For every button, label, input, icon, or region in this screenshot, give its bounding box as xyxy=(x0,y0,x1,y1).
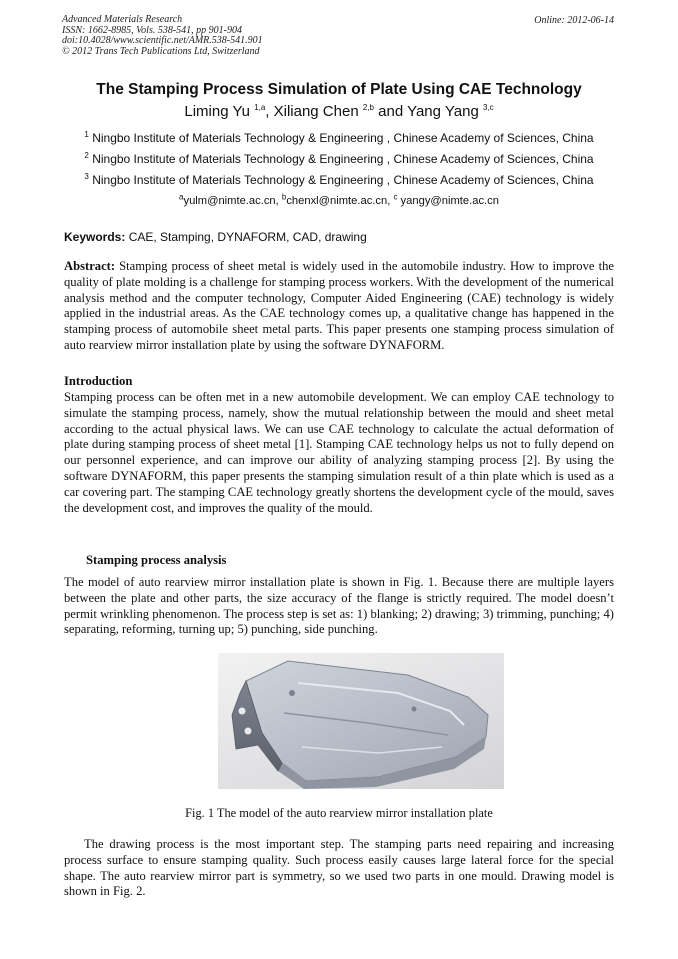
mounting-hole xyxy=(289,690,295,696)
email-link[interactable]: chenxl@nimte.ac.cn xyxy=(286,195,388,207)
email-line xyxy=(0,192,678,207)
email-superscript: c xyxy=(393,192,398,202)
abstract-label: Abstract: xyxy=(64,259,116,273)
email-separator: , xyxy=(275,195,282,207)
plate-model-illustration xyxy=(218,653,504,789)
affiliation-number: 3 xyxy=(84,172,89,181)
keywords-text: CAE, Stamping, DYNAFORM, CAD, drawing xyxy=(125,230,367,244)
author-list xyxy=(0,103,678,120)
analysis-heading: Stamping process analysis xyxy=(86,553,227,567)
figure-1-image xyxy=(218,653,504,789)
author-name: Yang Yang xyxy=(407,103,479,120)
author-superscript: 3,c xyxy=(482,103,494,112)
mounting-hole xyxy=(412,707,417,712)
author-name: Xiliang Chen xyxy=(273,103,359,120)
affiliation-number: 2 xyxy=(84,151,89,160)
author-separator: , xyxy=(265,103,274,120)
drawing-paragraph: The drawing process is the most important step. The stamping parts need repairing and increasing process surface to ensure stamping quality. Such process easily causes large lateral force for the special shape. The auto rearview mirror part is symmetry, so we used two parts in one mould. Drawing model is shown in Fig. 2. xyxy=(64,837,614,899)
online-date: Online: 2012-06-14 xyxy=(534,15,614,26)
email-superscript: b xyxy=(281,192,287,202)
affiliation-text: Ningbo Institute of Materials Technology & Engineering , Chinese Academy of Sciences, China xyxy=(92,131,594,145)
introduction-paragraph: Stamping process can be often met in a new automobile development. We can employ CAE technology to simulate the stamping process, namely, show the mutual relationship between the mould and sheet metal according to the actual physical laws. We can use CAE technology to calculate the actual deformation of plate during stamping process of sheet metal [1]. Stamping CAE technology helps us not to fully depend on our personnel experience, and can improve our ability of analyzing stamping process [2]. By using the software DYNAFORM, this paper presents the stamping simulation result of a thin plate which is used as a car covering part. The stamping CAE technology greatly shortens the development cycle of the mould, saves the development cost, and improves the quality of the mould. xyxy=(64,390,614,515)
affiliation-2 xyxy=(0,152,678,166)
abstract-paragraph xyxy=(64,259,614,354)
journal-meta xyxy=(62,15,263,57)
affiliation-number: 1 xyxy=(84,130,89,139)
email-superscript: a xyxy=(179,192,184,202)
issn-line: ISSN: 1662-8985, Vols. 538-541, pp 901-904 xyxy=(62,24,242,36)
journal-name: Advanced Materials Research xyxy=(62,14,183,25)
email-link[interactable]: yulm@nimte.ac.cn xyxy=(183,195,276,207)
affiliation-1 xyxy=(0,131,678,145)
copyright-line: © 2012 Trans Tech Publications Ltd, Switzerland xyxy=(62,45,260,57)
affiliation-3 xyxy=(0,173,678,187)
mounting-hole xyxy=(239,708,246,715)
author-superscript: 2,b xyxy=(362,103,374,112)
doi-line: doi:10.4028/www.scientific.net/AMR.538-541.901 xyxy=(62,35,263,47)
mounting-hole xyxy=(245,728,252,735)
author-separator: and xyxy=(373,103,408,120)
email-link[interactable]: yangy@nimte.ac.cn xyxy=(397,195,499,207)
analysis-paragraph: The model of auto rearview mirror installation plate is shown in Fig. 1. Because there are multiple layers between the plate and other parts, the size accuracy of the flange is strictly required. The model doesn’t permit wrinkling phenomenon. The process step is set as: 1) blanking; 2) drawing; 3) trimming, punching; 4) separating, reforming, turning up; 5) punching, side punching. xyxy=(64,575,614,637)
figure-1-caption: Fig. 1 The model of the auto rearview mirror installation plate xyxy=(185,806,493,820)
keywords-line xyxy=(64,230,367,244)
paper-title: The Stamping Process Simulation of Plate Using CAE Technology xyxy=(96,81,582,98)
email-separator: , xyxy=(387,195,394,207)
abstract-text: Stamping process of sheet metal is widely used in the automobile industry. How to improve the quality of plate molding is a challenge for stamping process workers. With the development of the numerical analysis method and the computer technology, Computer Aided Engineering (CAE) technology is widely applied in the industrial areas. As the CAE technology comes up, a qualitative change has happened in the stamping process of automobile sheet metal parts. This paper presents one stamping process simulation of auto rearview mirror installation plate by using the software DYNAFORM. xyxy=(64,259,614,352)
author-superscript: 1,a xyxy=(254,103,266,112)
affiliation-text: Ningbo Institute of Materials Technology & Engineering , Chinese Academy of Sciences, China xyxy=(92,152,594,166)
affiliation-text: Ningbo Institute of Materials Technology & Engineering , Chinese Academy of Sciences, China xyxy=(92,173,594,187)
author-name: Liming Yu xyxy=(184,103,250,120)
introduction-heading: Introduction xyxy=(64,374,133,388)
keywords-label: Keywords: xyxy=(64,230,126,244)
